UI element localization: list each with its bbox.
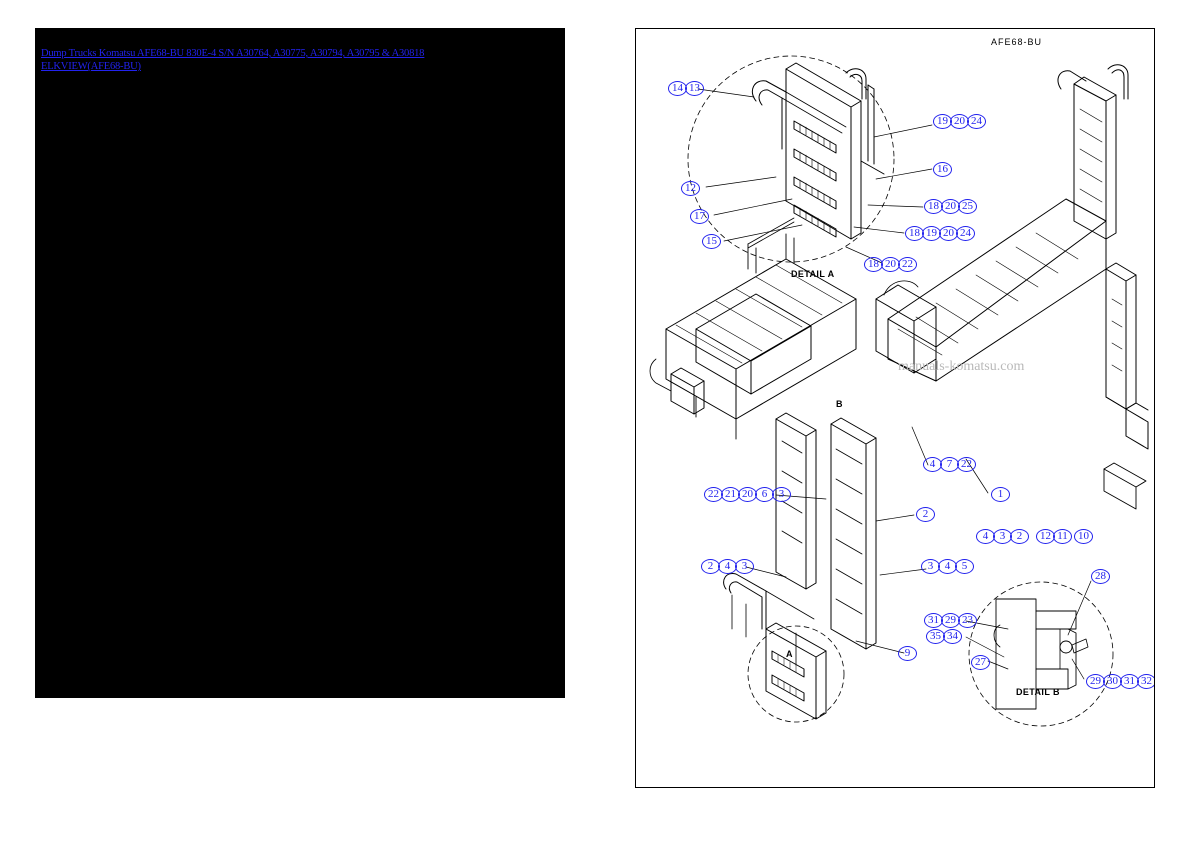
callout-2[interactable]: 2 (916, 507, 933, 522)
callout-12[interactable]: 12 (681, 181, 698, 196)
callout-18-19-20-24[interactable]: 18 19 20 24 (905, 226, 973, 241)
catalog-subtitle-link[interactable]: ELKVIEW(AFE68-BU) (41, 61, 141, 72)
page-title (41, 47, 561, 73)
callout-17[interactable]: 17 (690, 209, 707, 224)
callout-18-20-22[interactable]: 18 20 22 (864, 257, 915, 272)
watermark-text: manuals-komatsu.com (898, 359, 1025, 374)
section-marker-a: A (786, 649, 793, 659)
detail-b-label: DETAIL B (1016, 687, 1060, 697)
callout-3-4-5[interactable]: 3 4 5 (921, 559, 972, 574)
section-marker-b: B (836, 399, 843, 409)
callout-12-11[interactable]: 12 11 (1036, 529, 1070, 544)
callout-28[interactable]: 28 (1091, 569, 1108, 584)
callout-19-20-24[interactable]: 19 20 24 (933, 114, 984, 129)
callout-10[interactable]: 10 (1074, 529, 1091, 544)
callout-16[interactable]: 16 (933, 162, 950, 177)
callout-22-21-20-6-3[interactable]: 22 21 20 6 3 (704, 487, 789, 502)
callout-1[interactable]: 1 (991, 487, 1008, 502)
parts-line-drawing (636, 29, 1155, 788)
callout-29-30-31-32[interactable]: 29 30 31 32 (1086, 674, 1154, 689)
callout-15[interactable]: 15 (702, 234, 719, 249)
detail-a-label: DETAIL A (791, 269, 835, 279)
callout-27[interactable]: 27 (971, 655, 988, 670)
callout-14-13[interactable]: 14 13 (668, 81, 702, 96)
diagram-code: AFE68-BU (991, 37, 1043, 47)
callout-4-3-2[interactable]: 4 3 2 (976, 529, 1027, 544)
callout-2-4-3[interactable]: 2 4 3 (701, 559, 752, 574)
callout-31-29-23[interactable]: 31 29 23 (924, 613, 975, 628)
callout-35-34[interactable]: 35 34 (926, 629, 960, 644)
parts-diagram-panel (635, 28, 1155, 788)
catalog-title-link[interactable]: Dump Trucks Komatsu AFE68-BU 830E-4 S/N A30764, A30775, A30794, A30795 & A30818 (41, 48, 425, 59)
callout-18-20-25[interactable]: 18 20 25 (924, 199, 975, 214)
callout-9[interactable]: 9 (898, 646, 915, 661)
left-image-panel (35, 28, 565, 698)
callout-4-7-22[interactable]: 4 7 22 (923, 457, 974, 472)
